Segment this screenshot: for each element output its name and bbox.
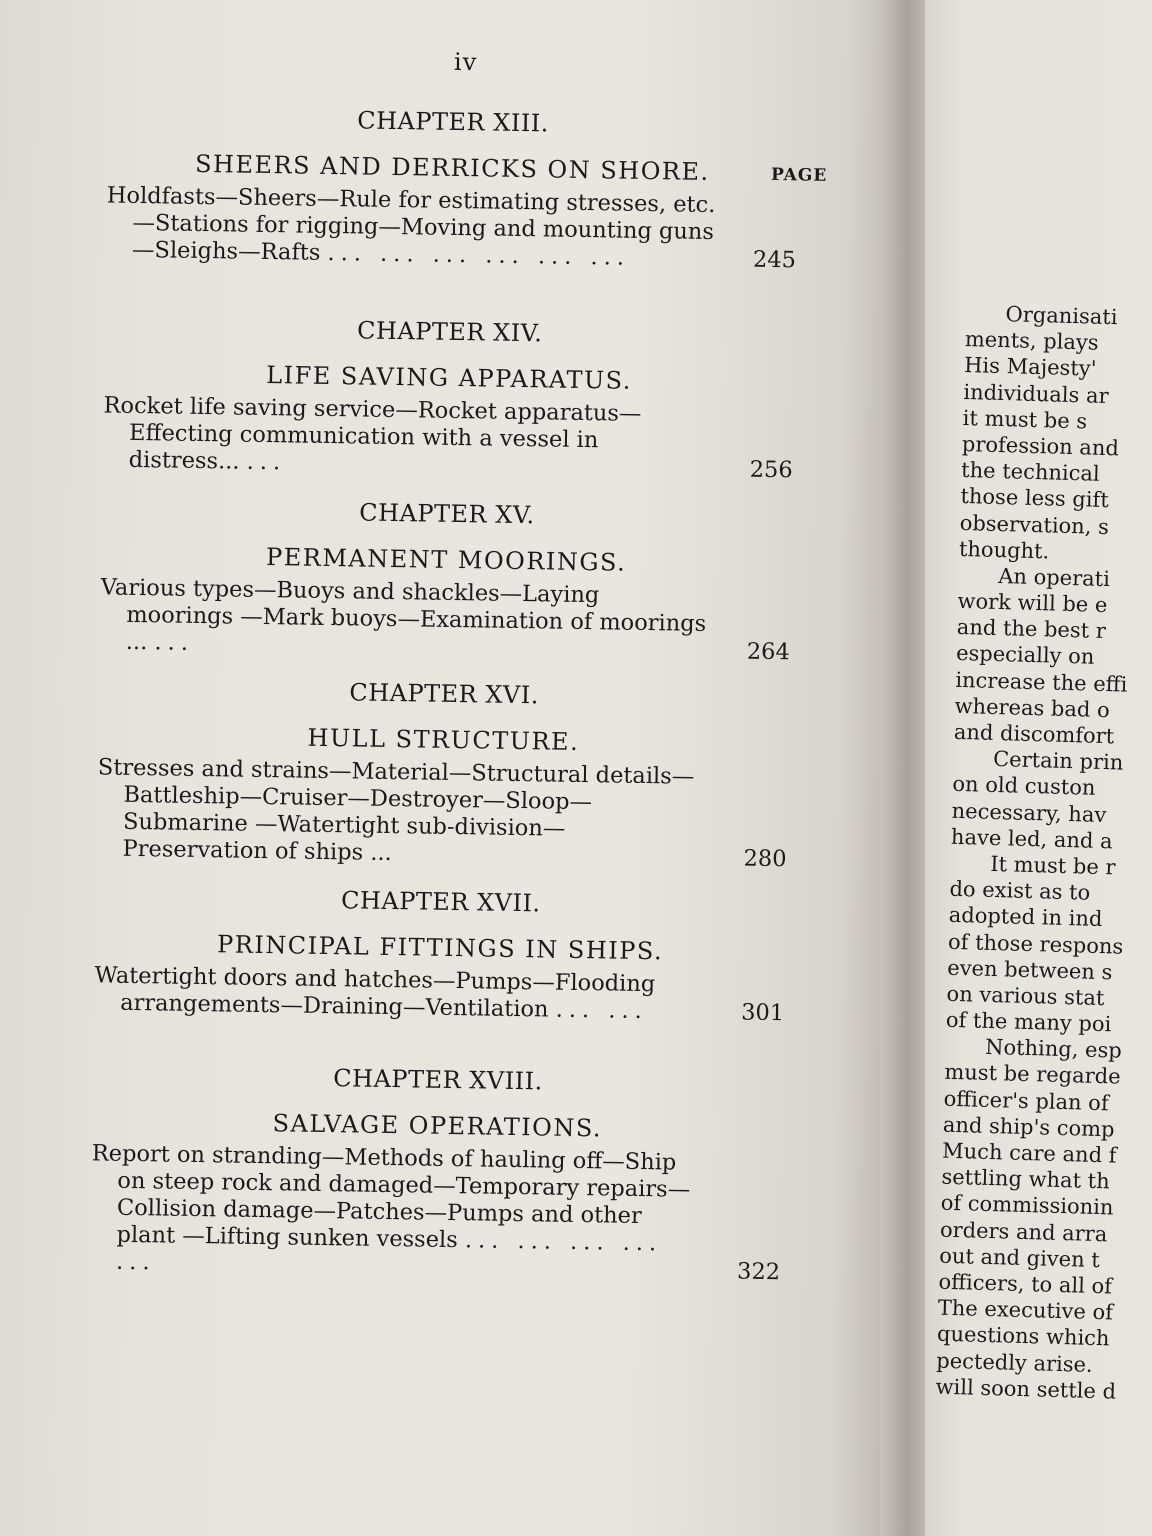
entry-text: Various types—Buoys and shackles—Laying moorings —Mark buoys—Examination of moorings ... [100,574,707,656]
page-folio: iv [453,47,478,77]
right-page-line: settling what th [941,1164,1111,1194]
right-page-line: work will be e [957,588,1108,618]
page-number: 301 [740,999,785,1027]
right-page-line: It must be r [989,851,1116,880]
right-page-line: of the many poi [945,1007,1112,1037]
entry-text: Stresses and strains—Material—Structural details—Battleship—Cruiser—Destroyer—Sloop—Submarine —Watertight sub-division—Preservation of ships ... [97,754,695,867]
chapter-title: CHAPTER XVI. [349,678,540,710]
right-page-line: pectedly arise. [936,1348,1094,1377]
chapter-title: CHAPTER XIV. [356,316,543,348]
right-page-line: Much care and f [941,1138,1117,1168]
toc-chapter-16 [96,674,789,873]
right-page-line: those less gift [960,484,1110,513]
leader-dots: ... ... ... ... ... ... [327,239,631,271]
entry-text: Report on stranding—Methods of hauling off—Ship on steep rock and damaged—Temporary repairs—Collision damage—Patches—Pumps and other plant —Lifting sunken vessels [91,1140,691,1254]
chapter-title: CHAPTER XVIII. [333,1064,543,1096]
chapter-title: CHAPTER XIII. [357,106,550,138]
right-page-line: officer's plan of [943,1086,1110,1115]
toc-chapter-15 [100,494,792,666]
toc-chapter-17 [94,882,786,1027]
page-column-header: PAGE [770,164,828,186]
right-page-line: the technical [960,458,1100,486]
entry-text: Rocket life saving service—Rocket apparatus—Effecting communication with a vessel in distress... [103,392,642,475]
right-page-line: out and given t [938,1243,1101,1272]
right-page-line: His Majesty' [963,353,1097,382]
toc-chapter-18 [90,1060,783,1286]
chapter-title: CHAPTER XV. [359,498,535,530]
right-page-line: on old custon [952,772,1096,801]
right-page-line: and ship's comp [942,1112,1115,1142]
right-page-line: and the best r [956,615,1107,644]
chapter-entry [103,392,794,484]
page-number: 322 [736,1258,781,1286]
right-page-line: observation, s [959,510,1110,539]
right-page-line: officers, to all of [938,1269,1113,1299]
chapter-entry [106,182,797,274]
right-page-line: even between s [947,955,1113,985]
page-number: 245 [752,246,797,274]
right-page-line: Certain prin [992,747,1124,775]
right-page-line: of commissionin [940,1191,1114,1220]
right-page-line: ments, plays [964,327,1099,355]
right-page-line: adopted in ind [948,903,1103,932]
right-page-line: and discomfort [953,719,1115,749]
right-page-line: An operati [997,563,1111,591]
chapter-title: CHAPTER XVII. [340,886,541,918]
right-page-line: it must be s [962,405,1088,434]
leader-dots: ... [246,448,287,476]
right-page-line: The executive of [937,1295,1114,1325]
chapter-subtitle: PERMANENT MOORINGS. [265,543,627,577]
right-page-line: Organisati [1005,302,1118,330]
right-page-line: do exist as to [949,876,1091,905]
chapter-subtitle: HULL STRUCTURE. [307,723,580,756]
right-page-line: must be regarde [944,1060,1121,1090]
right-page-line: thought. [958,536,1050,564]
entry-text: Watertight doors and hatches—Pumps—Flooding arrangements—Draining—Ventilation [94,962,656,1023]
right-page-line: Nothing, esp [984,1035,1123,1063]
chapter-entry [90,1140,782,1286]
page-number: 280 [743,845,787,873]
right-page-line: will soon settle d [935,1374,1117,1404]
chapter-subtitle: SALVAGE OPERATIONS. [272,1109,603,1143]
right-page-line: questions which [936,1321,1110,1351]
leader-dots: ... [154,629,195,656]
leader-dots: ... ... ... ... ... [115,1227,663,1276]
toc-chapter-13 [106,102,828,274]
right-page-line: necessary, hav [951,798,1107,827]
chapter-subtitle: LIFE SAVING APPARATUS. [266,361,633,395]
right-page-line: whereas bad o [954,693,1111,722]
right-page-line: orders and arra [939,1217,1108,1246]
right-page-line: of those respons [947,929,1124,959]
chapter-subtitle: SHEERS AND DERRICKS ON SHORE. [194,149,710,186]
right-page-text [935,300,1152,1405]
leader-dots: ... ... [555,996,648,1025]
chapter-entry [96,754,788,873]
chapter-entry [100,574,791,666]
right-page-line: especially on [955,641,1095,670]
right-page-line: on various stat [946,981,1105,1011]
chapter-entry [94,962,785,1027]
right-page-line: increase the effi [955,667,1128,697]
entry-text: Holdfasts—Sheers—Rule for estimating stresses, etc.—Stations for rigging—Moving and mounting guns—Sleighs—Rafts [106,182,716,266]
right-page-line: profession and [961,431,1120,461]
right-page-line: individuals ar [963,379,1109,408]
page-number: 264 [746,638,790,666]
right-page-line: have led, and a [950,824,1113,854]
page-number: 256 [749,456,793,484]
toc-chapter-14 [103,312,795,484]
chapter-subtitle: PRINCIPAL FITTINGS IN SHIPS. [216,930,664,966]
